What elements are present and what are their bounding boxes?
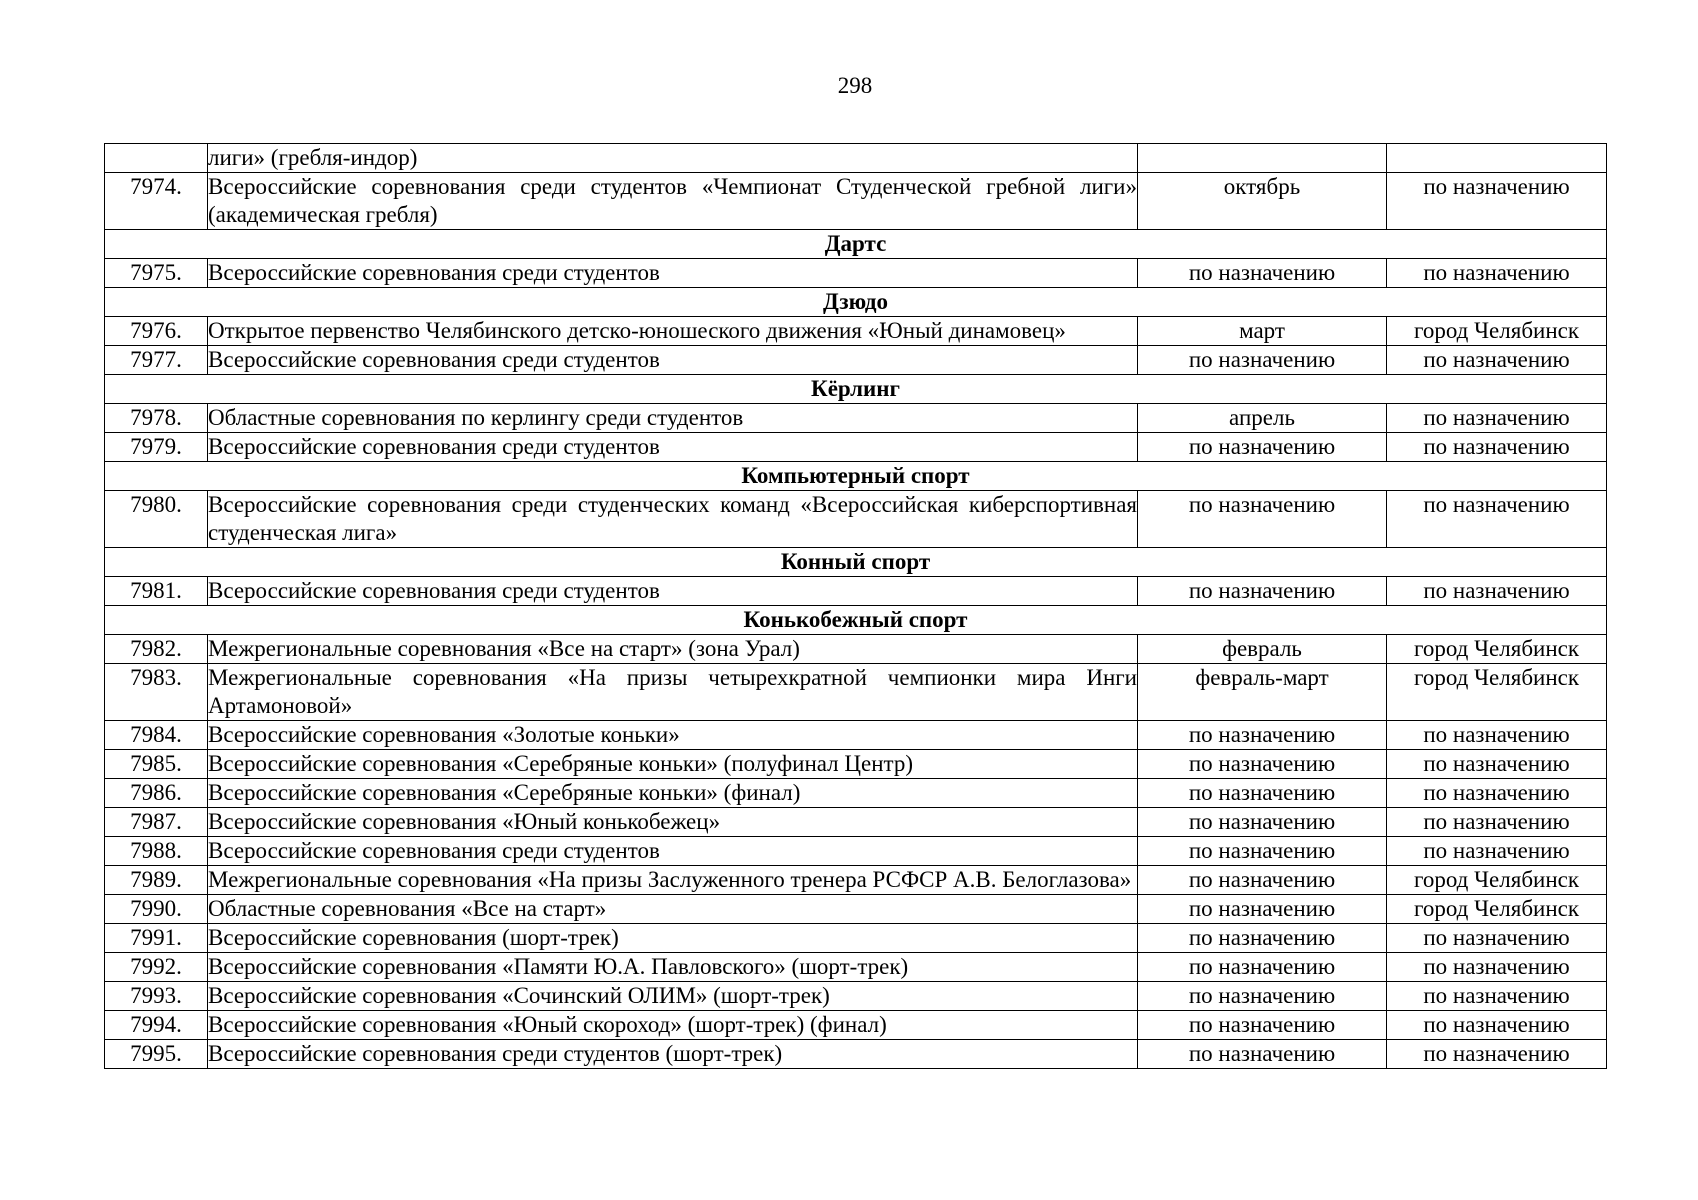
event-number: 7976. xyxy=(105,317,208,346)
event-place: по назначению xyxy=(1387,1040,1607,1069)
event-name: Межрегиональные соревнования «На призы Заслуженного тренера РСФСР А.В. Белоглазова» xyxy=(208,866,1138,895)
event-name: Областные соревнования по керлингу среди студентов xyxy=(208,404,1138,433)
table-row xyxy=(105,1011,1607,1040)
event-name: Всероссийские соревнования среди студентов xyxy=(208,433,1138,462)
event-place: по назначению xyxy=(1387,577,1607,606)
event-name: Всероссийские соревнования среди студентов xyxy=(208,346,1138,375)
event-name: Всероссийские соревнования среди студентов «Чемпионат Студенческой гребной лиги» (академическая гребля) xyxy=(208,173,1138,230)
section-header-row xyxy=(105,606,1607,635)
event-date: по назначению xyxy=(1138,750,1387,779)
event-date: по назначению xyxy=(1138,346,1387,375)
event-number: 7978. xyxy=(105,404,208,433)
section-header-row xyxy=(105,230,1607,259)
event-number: 7982. xyxy=(105,635,208,664)
event-date: по назначению xyxy=(1138,1040,1387,1069)
event-number: 7980. xyxy=(105,491,208,548)
table-row xyxy=(105,346,1607,375)
event-number: 7995. xyxy=(105,1040,208,1069)
event-date: февраль xyxy=(1138,635,1387,664)
event-date: октябрь xyxy=(1138,173,1387,230)
event-date: февраль-март xyxy=(1138,664,1387,721)
section-header-row xyxy=(105,375,1607,404)
event-place: город Челябинск xyxy=(1387,866,1607,895)
event-date: по назначению xyxy=(1138,924,1387,953)
event-date xyxy=(1138,144,1387,173)
event-date: по назначению xyxy=(1138,982,1387,1011)
event-name: Межрегиональные соревнования «Все на старт» (зона Урал) xyxy=(208,635,1138,664)
event-number xyxy=(105,144,208,173)
section-title: Дзюдо xyxy=(105,288,1607,317)
event-place: город Челябинск xyxy=(1387,635,1607,664)
events-table xyxy=(104,143,1607,1069)
event-place: по назначению xyxy=(1387,404,1607,433)
event-name: Всероссийские соревнования «Золотые коньки» xyxy=(208,721,1138,750)
event-name: Всероссийские соревнования «Юный конькобежец» xyxy=(208,808,1138,837)
event-name: Областные соревнования «Все на старт» xyxy=(208,895,1138,924)
table-row xyxy=(105,635,1607,664)
table-row xyxy=(105,924,1607,953)
event-date: март xyxy=(1138,317,1387,346)
event-number: 7986. xyxy=(105,779,208,808)
event-number: 7975. xyxy=(105,259,208,288)
event-number: 7983. xyxy=(105,664,208,721)
event-number: 7993. xyxy=(105,982,208,1011)
section-title: Дартс xyxy=(105,230,1607,259)
event-name: Всероссийские соревнования «Сочинский ОЛИМ» (шорт-трек) xyxy=(208,982,1138,1011)
event-place: по назначению xyxy=(1387,721,1607,750)
table-row xyxy=(105,895,1607,924)
section-header-row xyxy=(105,288,1607,317)
table-row xyxy=(105,577,1607,606)
event-date: по назначению xyxy=(1138,779,1387,808)
event-date: по назначению xyxy=(1138,953,1387,982)
table-row xyxy=(105,750,1607,779)
section-header-row xyxy=(105,548,1607,577)
event-place: город Челябинск xyxy=(1387,317,1607,346)
event-place: по назначению xyxy=(1387,750,1607,779)
table-row xyxy=(105,982,1607,1011)
section-title: Компьютерный спорт xyxy=(105,462,1607,491)
event-name: Всероссийские соревнования «Серебряные коньки» (полуфинал Центр) xyxy=(208,750,1138,779)
event-number: 7992. xyxy=(105,953,208,982)
event-place: город Челябинск xyxy=(1387,895,1607,924)
event-name: Всероссийские соревнования «Серебряные коньки» (финал) xyxy=(208,779,1138,808)
event-place: по назначению xyxy=(1387,346,1607,375)
event-place: по назначению xyxy=(1387,433,1607,462)
section-title: Конькобежный спорт xyxy=(105,606,1607,635)
event-place: по назначению xyxy=(1387,808,1607,837)
table-row xyxy=(105,721,1607,750)
event-number: 7994. xyxy=(105,1011,208,1040)
event-place: по назначению xyxy=(1387,924,1607,953)
event-place: по назначению xyxy=(1387,173,1607,230)
event-name: Всероссийские соревнования среди студенческих команд «Всероссийская киберспортивная студенческая лига» xyxy=(208,491,1138,548)
event-date: по назначению xyxy=(1138,721,1387,750)
event-place: по назначению xyxy=(1387,1011,1607,1040)
event-number: 7991. xyxy=(105,924,208,953)
event-date: по назначению xyxy=(1138,837,1387,866)
event-date: по назначению xyxy=(1138,259,1387,288)
event-date: по назначению xyxy=(1138,866,1387,895)
event-number: 7974. xyxy=(105,173,208,230)
event-name: Открытое первенство Челябинского детско-юношеского движения «Юный динамовец» xyxy=(208,317,1138,346)
events-table-body xyxy=(105,144,1607,1069)
event-name: лиги» (гребля-индор) xyxy=(208,144,1138,173)
event-name: Всероссийские соревнования «Юный скороход» (шорт-трек) (финал) xyxy=(208,1011,1138,1040)
event-place: город Челябинск xyxy=(1387,664,1607,721)
event-number: 7984. xyxy=(105,721,208,750)
table-row xyxy=(105,259,1607,288)
event-place: по назначению xyxy=(1387,259,1607,288)
event-date: по назначению xyxy=(1138,577,1387,606)
table-row xyxy=(105,866,1607,895)
event-place: по назначению xyxy=(1387,982,1607,1011)
table-row xyxy=(105,491,1607,548)
event-number: 7979. xyxy=(105,433,208,462)
event-name: Всероссийские соревнования «Памяти Ю.А. Павловского» (шорт-трек) xyxy=(208,953,1138,982)
event-date: по назначению xyxy=(1138,1011,1387,1040)
event-number: 7981. xyxy=(105,577,208,606)
table-row xyxy=(105,779,1607,808)
event-name: Всероссийские соревнования среди студентов xyxy=(208,577,1138,606)
event-name: Всероссийские соревнования среди студентов xyxy=(208,837,1138,866)
event-number: 7987. xyxy=(105,808,208,837)
event-number: 7988. xyxy=(105,837,208,866)
event-place: по назначению xyxy=(1387,491,1607,548)
event-name: Межрегиональные соревнования «На призы четырехкратной чемпионки мира Инги Артамоновой» xyxy=(208,664,1138,721)
section-title: Кёрлинг xyxy=(105,375,1607,404)
event-date: по назначению xyxy=(1138,433,1387,462)
table-row xyxy=(105,808,1607,837)
event-date: по назначению xyxy=(1138,895,1387,924)
event-number: 7989. xyxy=(105,866,208,895)
event-number: 7977. xyxy=(105,346,208,375)
table-row xyxy=(105,1040,1607,1069)
table-row xyxy=(105,837,1607,866)
table-row xyxy=(105,173,1607,230)
event-name: Всероссийские соревнования (шорт-трек) xyxy=(208,924,1138,953)
event-number: 7985. xyxy=(105,750,208,779)
table-row xyxy=(105,144,1607,173)
event-date: апрель xyxy=(1138,404,1387,433)
event-date: по назначению xyxy=(1138,491,1387,548)
table-row xyxy=(105,404,1607,433)
event-place: по назначению xyxy=(1387,837,1607,866)
table-row xyxy=(105,664,1607,721)
event-place xyxy=(1387,144,1607,173)
table-row xyxy=(105,953,1607,982)
event-name: Всероссийские соревнования среди студентов (шорт-трек) xyxy=(208,1040,1138,1069)
event-name: Всероссийские соревнования среди студентов xyxy=(208,259,1138,288)
section-header-row xyxy=(105,462,1607,491)
section-title: Конный спорт xyxy=(105,548,1607,577)
page-number: 298 xyxy=(837,73,873,98)
event-place: по назначению xyxy=(1387,953,1607,982)
event-number: 7990. xyxy=(105,895,208,924)
table-row xyxy=(105,433,1607,462)
table-row xyxy=(105,317,1607,346)
event-date: по назначению xyxy=(1138,808,1387,837)
event-place: по назначению xyxy=(1387,779,1607,808)
